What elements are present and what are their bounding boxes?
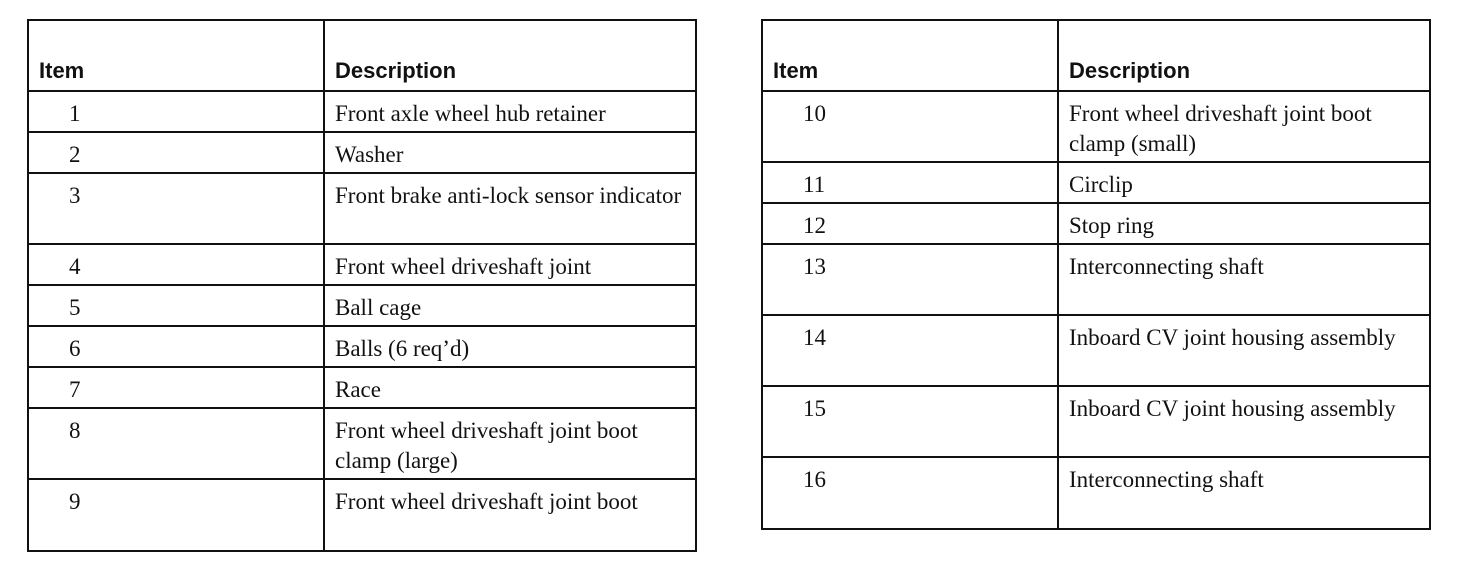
item-number: 15 [763, 386, 1058, 457]
item-description: Inboard CV joint housing assembly [1058, 386, 1429, 457]
table-row [29, 132, 695, 173]
item-number: 8 [29, 408, 324, 479]
item-description: Stop ring [1058, 203, 1429, 244]
item-description: Front wheel driveshaft joint boot [335, 489, 638, 514]
item-description: Balls (6 req’d) [324, 326, 695, 367]
item-description: Ball cage [324, 285, 695, 326]
table-row [763, 315, 1429, 386]
item-description: Race [324, 367, 695, 408]
table-row [29, 367, 695, 408]
item-number: 4 [29, 244, 324, 285]
table-row [29, 173, 695, 244]
table-row [29, 285, 695, 326]
item-description: Front wheel driveshaft joint [324, 244, 695, 285]
table-row [763, 244, 1429, 315]
description-column-header: Description [324, 21, 695, 91]
item-number: 6 [29, 326, 324, 367]
item-number: 7 [29, 367, 324, 408]
item-number: 1 [29, 91, 324, 132]
table-row [29, 326, 695, 367]
item-description: Front wheel driveshaft joint boot clamp (small) [1058, 91, 1429, 162]
table-row [763, 91, 1429, 162]
item-description: Front brake anti-lock sensor indicator [324, 173, 695, 244]
item-number: 16 [763, 457, 1058, 528]
item-description: Inboard CV joint housing assembly [1058, 315, 1429, 386]
item-description: Interconnecting shaft [1069, 467, 1264, 492]
parts-table-left-grid [29, 21, 695, 550]
parts-table-right-grid [763, 21, 1429, 528]
item-number: 10 [763, 91, 1058, 162]
table-row [29, 408, 695, 479]
item-number: 12 [763, 203, 1058, 244]
parts-table-right [761, 19, 1431, 530]
item-column-header: Item [29, 21, 324, 91]
item-number: 2 [29, 132, 324, 173]
item-description: Washer [324, 132, 695, 173]
table-row [29, 244, 695, 285]
item-column-header: Item [763, 21, 1058, 91]
parts-table-left [27, 19, 697, 552]
item-number: 9 [29, 479, 324, 550]
table-row [763, 203, 1429, 244]
item-description: Circlip [1058, 162, 1429, 203]
table-header-row [763, 21, 1429, 91]
table-header-row [29, 21, 695, 91]
table-row [763, 386, 1429, 457]
table-row [763, 162, 1429, 203]
item-number: 13 [763, 244, 1058, 315]
item-number: 3 [29, 173, 324, 244]
item-description: Interconnecting shaft [1058, 244, 1429, 315]
table-row [29, 479, 695, 550]
description-column-header: Description [1058, 21, 1429, 91]
item-number: 5 [29, 285, 324, 326]
item-description: Front wheel driveshaft joint boot clamp (large) [324, 408, 695, 479]
item-number: 14 [763, 315, 1058, 386]
item-description: Front axle wheel hub retainer [324, 91, 695, 132]
table-row [763, 457, 1429, 528]
item-number: 11 [763, 162, 1058, 203]
table-row [29, 91, 695, 132]
